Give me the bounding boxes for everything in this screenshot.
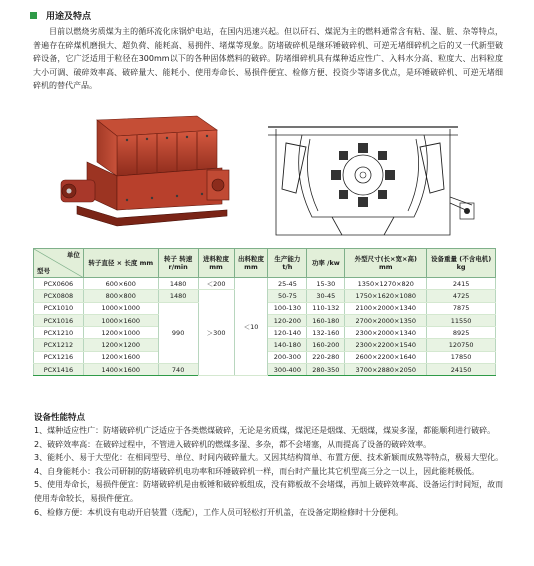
section-title: 用途及特点: [46, 11, 92, 22]
cell-weight: 8925: [427, 327, 496, 339]
cell-weight: 17850: [427, 351, 496, 363]
header-dims: 外型尺寸(长×宽×高) mm: [345, 249, 427, 278]
cell-rotor: 1000×1600: [83, 314, 158, 326]
advantage-item: 4、自身能耗小：我公司研制的防堵破碎机电功率和环锤破碎机一样，而台时产量比其它机型高三分之一以上，因此能耗极低。: [34, 466, 480, 476]
spec-table: [33, 248, 496, 376]
header-unit: 单位: [66, 251, 80, 259]
cell-capacity: 120-200: [268, 314, 307, 326]
header-rotor: 转子直径 × 长度 mm: [83, 249, 158, 278]
cell-speed-merged: 990: [158, 302, 198, 363]
cell-model: PCX1010: [34, 302, 84, 314]
bullet-square-icon: [30, 12, 37, 19]
cell-capacity: 120-140: [268, 327, 307, 339]
header-capacity: 生产能力 t/h: [268, 249, 307, 278]
cell-model: PCX1416: [34, 364, 84, 376]
header-weight: 设备重量 (不含电机) kg: [427, 249, 496, 278]
cell-power: 132-160: [307, 327, 345, 339]
intro-paragraph: 目前以燃烧劣质煤为主的循环流化床锅炉电站，在国内迅速兴起。但以矸石、煤泥为主的燃料通常含有粘、湿、脏、杂等特点，普遍存在碎煤机磨损大、超负荷、能耗高、易拥件、堵煤等现象。防堵破碎机是继环锤破碎机、可逆无堵细碎机之后的又一代新型破碎设备，它广泛适用于粒径在300mm以下的各种固体燃料的破碎。防堵细碎机具有煤种适应性广、入料水分高、粒度大、出料粒度大小可调、破碎效率高、破碎量大、能耗小、使用寿命长、易损件便宜、检修方便、投资少等诸多优点，是环锤破碎机、可逆无堵细碎机的替代产品。: [33, 27, 503, 90]
header-speed: 转子 转速 r/min: [158, 249, 198, 278]
advantage-item: 5、使用寿命长，易损件便宜：防堵破碎机是由板锤和破碎板组成，没有筛板故不会堵煤，再加上破碎效率高、设备运行时间短，故而使用寿命较长，易损件便宜。: [34, 480, 504, 503]
cell-model: PCX0606: [34, 278, 84, 290]
cross-section-drawing: [262, 107, 478, 243]
cell-model: PCX1216: [34, 351, 84, 363]
cell-power: 160-200: [307, 339, 345, 351]
cell-weight: 11550: [427, 314, 496, 326]
cell-power: 220-280: [307, 351, 345, 363]
cell-rotor: 600×600: [83, 278, 158, 290]
header-feed: 进料粒度 mm: [198, 249, 234, 278]
advantage-item: 6、检修方便：本机设有电动开启装置（选配），工作人员可轻松打开机盖，在设备定期检修时十分便利。: [34, 507, 404, 517]
cell-dims: 3700×2880×2050: [345, 364, 427, 376]
cell-capacity: 140-180: [268, 339, 307, 351]
header-corner: [34, 249, 84, 278]
cell-rotor: 1200×1000: [83, 327, 158, 339]
cell-weight: 24150: [427, 364, 496, 376]
cell-power: 280-350: [307, 364, 345, 376]
header-model: 型号: [37, 266, 50, 275]
cell-model: PCX0808: [34, 290, 84, 302]
cell-feed: ＜200: [198, 278, 234, 290]
header-power: 功率 /kw: [307, 249, 345, 278]
cell-capacity: 300-400: [268, 364, 307, 376]
cell-weight: 2415: [427, 278, 496, 290]
advantages-title: 设备性能特点: [34, 413, 86, 423]
cell-model: PCX1212: [34, 339, 84, 351]
header-discharge: 出料粒度 mm: [234, 249, 268, 278]
cell-weight: 120750: [427, 339, 496, 351]
advantage-item: 2、破碎效率高：在破碎过程中，不管进入破碎机的燃煤多湿、多杂，都不会堵塞，从而提高了设备的破碎效率。: [34, 439, 432, 449]
cell-speed: 1480: [158, 278, 198, 290]
cell-power: 30-45: [307, 290, 345, 302]
advantage-item: 1、煤种适应性广：防堵破碎机广泛适应于各类燃煤破碎，无论是劣质煤，煤泥还是烟煤、无烟煤，煤炭多湿，都能顺利进行破碎。: [34, 426, 496, 435]
cell-rotor: 1400×1600: [83, 364, 158, 376]
cell-discharge-merged: ＜10: [234, 278, 268, 376]
cell-power: 110-132: [307, 302, 345, 314]
cell-dims: 1350×1270×820: [345, 278, 427, 290]
cell-capacity: 200-300: [268, 351, 307, 363]
advantage-item: 3、能耗小、易于大型化：在相同型号、单位、时间内破碎量大。又因其结构简单、布置方便、技术新颖而成熟等特点，极易大型化。: [34, 453, 504, 463]
cell-model: PCX1016: [34, 314, 84, 326]
cell-rotor: 800×800: [83, 290, 158, 302]
cell-power: 15-30: [307, 278, 345, 290]
cell-power: 160-180: [307, 314, 345, 326]
advantages-list: [34, 424, 504, 519]
cell-capacity: 50-75: [268, 290, 307, 302]
cell-dims: 2300×2000×1340: [345, 327, 427, 339]
cell-rotor: 1000×1000: [83, 302, 158, 314]
cell-rotor: 1200×1200: [83, 339, 158, 351]
cell-speed: 740: [158, 364, 198, 376]
section-header: [30, 8, 91, 22]
machine-photo: [57, 110, 237, 238]
cell-feed-merged: ＞300: [198, 290, 234, 376]
cell-weight: 4725: [427, 290, 496, 302]
cell-weight: 7875: [427, 302, 496, 314]
cell-rotor: 1200×1600: [83, 351, 158, 363]
cell-dims: 2100×2000×1340: [345, 302, 427, 314]
cell-dims: 1750×1620×1080: [345, 290, 427, 302]
cell-capacity: 100-130: [268, 302, 307, 314]
cell-dims: 2700×2000×1350: [345, 314, 427, 326]
cell-model: PCX1210: [34, 327, 84, 339]
table-row: [34, 278, 496, 290]
cell-dims: 2600×2200×1640: [345, 351, 427, 363]
cell-dims: 2300×2200×1540: [345, 339, 427, 351]
cell-capacity: 25-45: [268, 278, 307, 290]
cell-speed: 1480: [158, 290, 198, 302]
